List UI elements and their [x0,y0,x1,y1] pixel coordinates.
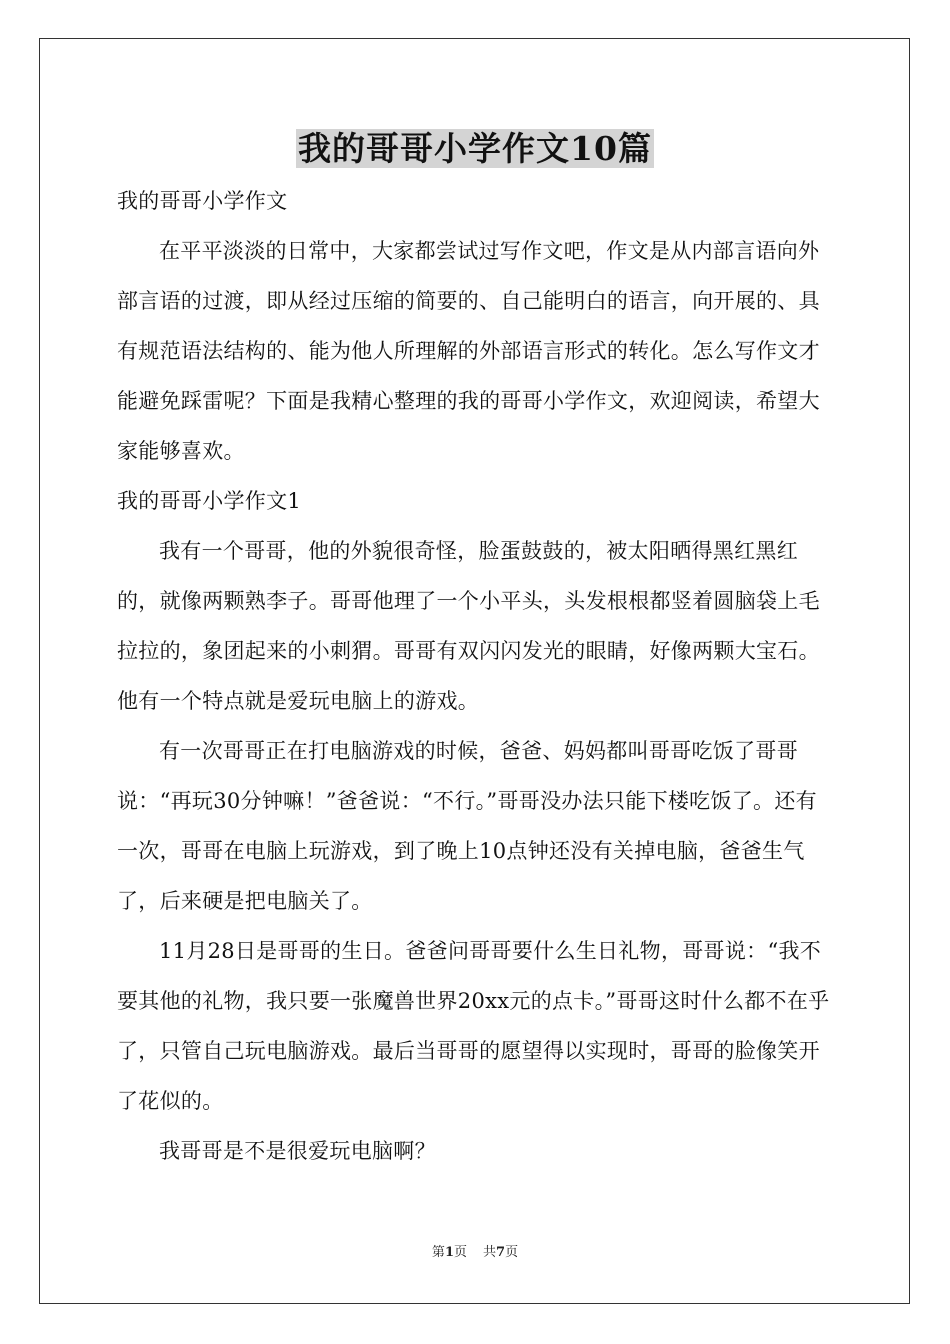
footer-page-suffix: 页 [453,1245,467,1260]
footer-page-current: 1 [444,1245,454,1260]
footer-total-prefix: 共 [483,1245,497,1260]
document-title [0,124,950,174]
footer-page-total: 7 [496,1245,506,1260]
paragraph-heading-intro: 我的哥哥小学作文 [117,189,288,213]
document-body [117,176,837,1176]
paragraph-intro: 在平平淡淡的日常中，大家都尝试过写作文吧，作文是从内部言语向外部言语的过渡，即从经过压缩的简要的、自己能明白的语言，向开展的、具有规范语法结构的、能为他人所理解的外部语言形式的转化。怎么写作文才能避免踩雷呢？下面是我精心整理的我的哥哥小学作文，欢迎阅读，希望大家能够喜欢。 [117,239,820,463]
page-footer [0,1243,950,1263]
paragraph-heading-essay-1: 我的哥哥小学作文1 [117,489,302,513]
paragraph-essay-1-1: 我有一个哥哥，他的外貌很奇怪，脸蛋鼓鼓的，被太阳晒得黑红黑红的，就像两颗熟李子。哥哥他理了一个小平头，头发根根都竖着圆脑袋上毛拉拉的，象团起来的小刺猬。哥哥有双闪闪发光的眼睛，好像两颗大宝石。他有一个特点就是爱玩电脑上的游戏。 [117,539,820,713]
footer-page-prefix: 第 [431,1245,445,1260]
document-title-text: 我的哥哥小学作文10篇 [298,129,652,168]
footer-total-suffix: 页 [505,1245,519,1260]
paragraph-essay-1-2: 有一次哥哥正在打电脑游戏的时候，爸爸、妈妈都叫哥哥吃饭了哥哥说：“再玩30分钟嘛！”爸爸说：“不行。”哥哥没办法只能下楼吃饭了。还有一次，哥哥在电脑上玩游戏，到了晚上10点钟还没有关掉电脑，爸爸生气了，后来硬是把电脑关了。 [117,739,817,913]
paragraph-essay-1-3: 11月28日是哥哥的生日。爸爸问哥哥要什么生日礼物，哥哥说：“我不要其他的礼物，我只要一张魔兽世界20xx元的点卡。”哥哥这时什么都不在乎了，只管自己玩电脑游戏。最后当哥哥的愿望得以实现时，哥哥的脸像笑开了花似的。 [117,939,830,1113]
paragraph-essay-1-4: 我哥哥是不是很爱玩电脑啊？ [159,1139,436,1163]
